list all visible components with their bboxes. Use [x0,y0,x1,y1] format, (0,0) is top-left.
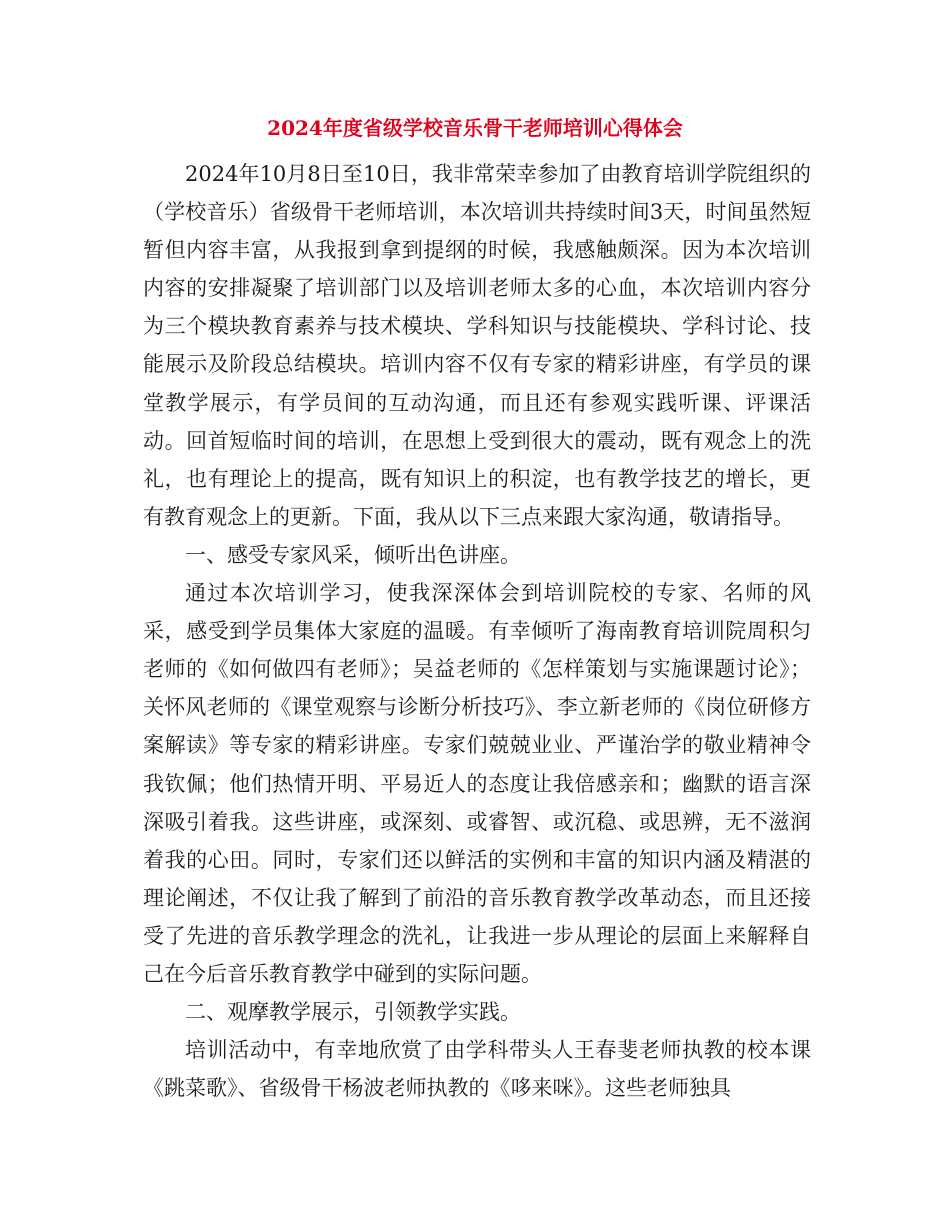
section-heading-2: 二、观摩教学展示，引领教学实践。 [185,1000,521,1025]
body-paragraph: 培训活动中，有幸地欣赏了由学科带头人王春斐老师执教的校本课《跳菜歌》、省级骨干杨波老师执教的《哆来咪》。这些老师独具 [143,1038,811,1101]
document-title: 2024年度省级学校音乐骨干老师培训心得体会 [267,116,683,140]
section-heading-1: 一、感受专家风采，倾听出色讲座。 [185,542,521,567]
body-paragraph: 通过本次培训学习，使我深深体会到培训院校的专家、名师的风采，感受到学员集体大家庭的温暖。有幸倾听了海南教育培训院周积匀老师的《如何做四有老师》；吴益老师的《怎样策划与实施课题讨论》；关怀风老师的《课堂观察与诊断分析技巧》、李立新老师的《岗位研修方案解读》等专家的精彩讲座。专家们兢兢业业、严谨治学的敬业精神令我钦佩；他们热情开明、平易近人的态度让我倍感亲和；幽默的语言深深吸引着我。这些讲座，或深刻、或睿智、或沉稳、或思辨，无不滋润着我的心田。同时，专家们还以鲜活的实例和丰富的知识内涵及精湛的理论阐述，不仅让我了解到了前沿的音乐教育教学改革动态，而且还接受了先进的音乐教学理念的洗礼，让我进一步从理论的层面上来解释自己在今后音乐教育教学中碰到的实际问题。 [143,581,811,986]
document-body [143,155,811,1107]
body-paragraph: 2024年10月8日至10日，我非常荣幸参加了由教育培训学院组织的（学校音乐）省级骨干老师培训，本次培训共持续时间3天，时间虽然短暂但内容丰富，从我报到拿到提纲的时候，我感触颇深。因为本次培训内容的安排凝聚了培训部门以及培训老师太多的心血，本次培训内容分为三个模块教育素养与技术模块、学科知识与技能模块、学科讨论、技能展示及阶段总结模块。培训内容不仅有专家的精彩讲座，有学员的课堂教学展示，有学员间的互动沟通，而且还有参观实践听课、评课活动。回首短临时间的培训，在思想上受到很大的震动，既有观念上的洗礼，也有理论上的提高，既有知识上的积淀，也有教学技艺的增长，更有教育观念上的更新。下面，我从以下三点来跟大家沟通，敬请指导。 [143,162,811,529]
